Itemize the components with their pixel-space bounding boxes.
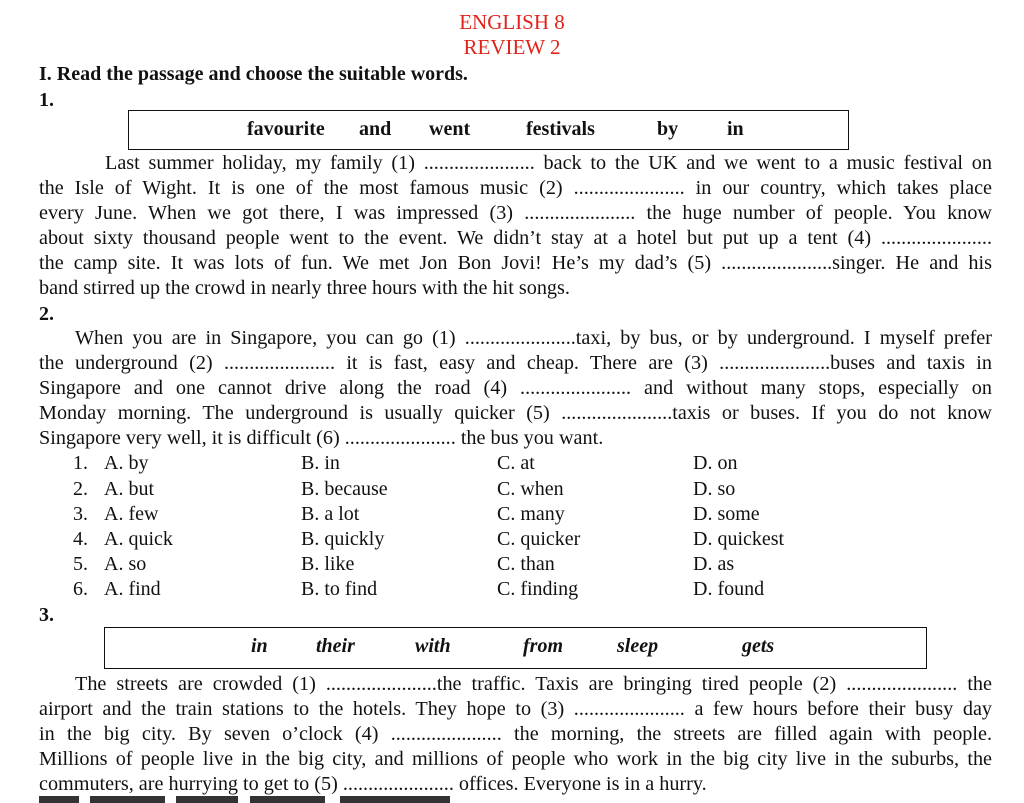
option-b: B. in — [301, 452, 340, 474]
option-b: B. quickly — [301, 528, 385, 550]
option-c: C. when — [497, 478, 564, 500]
part-2-number: 2. — [39, 303, 54, 325]
question-number: 2. — [73, 478, 88, 500]
passage-line: in the big city. By seven o’clock (4) ...................... the morning, the streets are filled again with people. — [39, 723, 992, 745]
question-number: 1. — [73, 452, 88, 474]
word-box-item: sleep — [617, 635, 659, 657]
option-d: D. found — [693, 578, 765, 600]
option-d: D. some — [693, 503, 760, 525]
word-box-item: went — [429, 118, 471, 140]
option-b: B. a lot — [301, 503, 360, 525]
option-b: B. to find — [301, 578, 378, 600]
word-box-item: and — [359, 118, 392, 140]
option-row-1 — [73, 451, 148, 476]
word-box-3 — [104, 627, 927, 669]
passage-line: commuters, are hurrying to get to (5) ...................... offices. Everyone is in a hurry. — [39, 773, 707, 795]
option-a: A. find — [104, 578, 161, 600]
cutoff-text-fragment — [176, 796, 238, 803]
passage-line: about sixty thousand people went to the event. We didn’t stay at a hotel but put up a tent (4) ...................... — [39, 227, 992, 249]
option-row-6 — [73, 577, 161, 602]
option-b: B. like — [301, 553, 355, 575]
word-box-item: in — [727, 118, 744, 140]
option-row-3 — [73, 502, 158, 527]
part-1-number: 1. — [39, 89, 54, 111]
cutoff-text-fragment — [250, 796, 325, 803]
option-c: C. quicker — [497, 528, 581, 550]
word-box-item: their — [316, 635, 355, 657]
option-a: A. by — [104, 452, 149, 474]
cutoff-text-fragment — [90, 796, 165, 803]
passage-line: Last summer holiday, my family (1) ...................... back to the UK and we went to a music festival on — [105, 152, 992, 174]
passage-line: the Isle of Wight. It is one of the most famous music (2) ...................... in our country, which takes place — [39, 177, 992, 199]
option-c: C. than — [497, 553, 555, 575]
option-d: D. on — [693, 452, 738, 474]
option-c: C. many — [497, 503, 565, 525]
word-box-item: from — [523, 635, 563, 657]
word-box-item: by — [657, 118, 679, 140]
option-row-5 — [73, 552, 146, 577]
part-3-number: 3. — [39, 604, 54, 626]
word-box-item: festivals — [526, 118, 595, 140]
passage-line: Singapore very well, it is difficult (6) ...................... the bus you want. — [39, 427, 604, 449]
passage-line: Monday morning. The underground is usually quicker (5) ......................taxis or buses. If you do not know — [39, 402, 992, 424]
passage-line: the underground (2) ...................... it is fast, easy and cheap. There are (3) ......................buses and taxis in — [39, 352, 992, 374]
title-review-2: REVIEW 2 — [463, 35, 561, 59]
word-box-item: in — [251, 635, 268, 657]
option-a: A. so — [104, 553, 147, 575]
word-box-item: gets — [742, 635, 775, 657]
passage-line: Millions of people live in the big city, and millions of people who work in the big city live in the suburbs, the — [39, 748, 992, 770]
option-row-2 — [73, 477, 154, 502]
option-b: B. because — [301, 478, 388, 500]
passage-line: The streets are crowded (1) ......................the traffic. Taxis are bringing tired people (2) ...................... the — [75, 673, 992, 695]
cutoff-text-fragment — [39, 796, 79, 803]
passage-line: Singapore and one cannot drive along the road (4) ...................... and without many stops, especially on — [39, 377, 992, 399]
question-number: 5. — [73, 553, 88, 575]
question-number: 6. — [73, 578, 88, 600]
option-a: A. quick — [104, 528, 173, 550]
option-a: A. but — [104, 478, 154, 500]
word-box-item: favourite — [247, 118, 325, 140]
passage-line: every June. When we got there, I was impressed (3) ...................... the huge number of people. You know — [39, 202, 992, 224]
passage-line: airport and the train stations to the hotels. They hope to (3) ...................... a few hours before their busy day — [39, 698, 992, 720]
title-english-8: ENGLISH 8 — [459, 10, 565, 34]
option-c: C. at — [497, 452, 535, 474]
passage-1 — [39, 151, 992, 301]
word-box-1 — [128, 110, 849, 150]
passage-line: band stirred up the crowd in nearly three hours with the hit songs. — [39, 277, 570, 299]
option-a: A. few — [104, 503, 159, 525]
passage-line: When you are in Singapore, you can go (1) ......................taxi, by bus, or by underground. I myself prefer — [75, 327, 992, 349]
option-row-4 — [73, 527, 173, 552]
question-number: 3. — [73, 503, 88, 525]
cutoff-text-fragment — [340, 796, 450, 803]
option-d: D. as — [693, 553, 735, 575]
passage-line: the camp site. It was lots of fun. We met Jon Bon Jovi! He’s my dad’s (5) ......................singer. He and his — [39, 252, 992, 274]
option-d: D. so — [693, 478, 736, 500]
option-d: D. quickest — [693, 528, 785, 550]
passage-2 — [39, 326, 992, 451]
option-c: C. finding — [497, 578, 579, 600]
passage-3 — [39, 672, 992, 797]
question-number: 4. — [73, 528, 88, 550]
word-box-item: with — [415, 635, 451, 657]
section-heading: I. Read the passage and choose the suitable words. — [39, 63, 468, 85]
